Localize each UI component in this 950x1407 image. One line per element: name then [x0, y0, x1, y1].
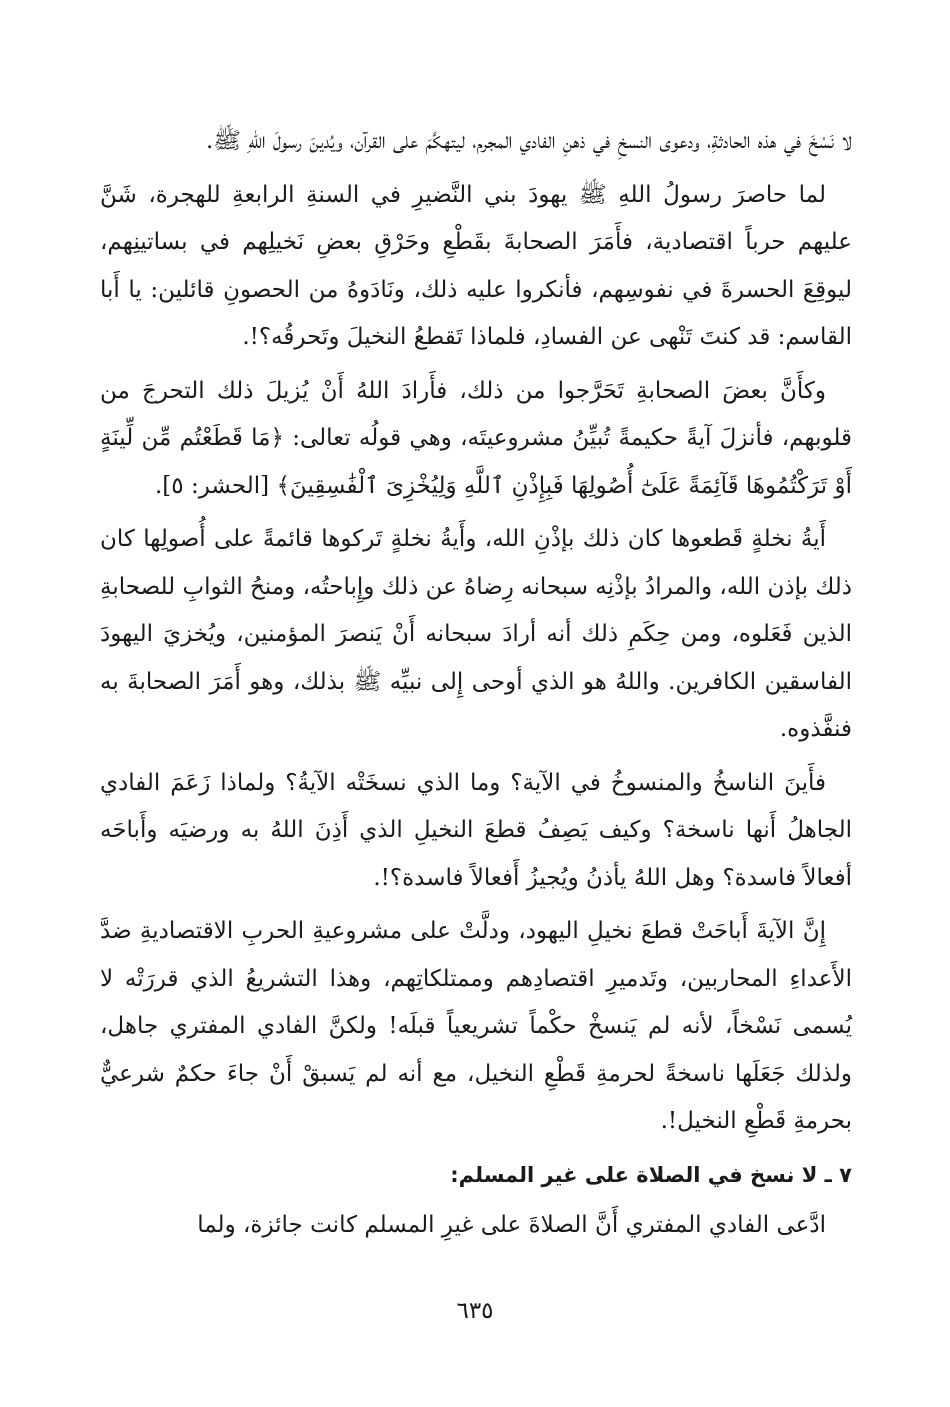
paragraph-2: لما حاصرَ رسولُ اللهِ ﷺ يهودَ بني النَّضيرِ في السنةِ الرابعةِ للهجرة، شَنَّ عليهم حرباً اقتصادية، فأَمَرَ الصحابةَ بقَطْعِ وحَرْقِ بعضِ نَخيلِهم في بساتينِهم، ليوقِعَ الحسرةَ في نفوسِهم، فأنكروا عليه ذلك، ونَادَوهُ من الحصونِ قائلين: يا أَبا القاسم: قد كنتَ تَنْهى عن الفسادِ، فلماذا تَقطعُ النخيلَ وتَحرقُه؟!. [100, 181, 852, 350]
paragraph-6: إِنَّ الآيةَ أَباحَتْ قطعَ نخيلِ اليهود، ودلَّتْ على مشروعيةِ الحربِ الاقتصاديةِ ضدَّ الأَعداءِ المحاربين، وتَدميرِ اقتصادِهم وممتلكاتِهم، وهذا التشريعُ الذي قررَتْه لا يُسمى نَسْخاً، لأنه لم يَنسخْ حكْماً تشريعياً قبلَه! ولكنَّ الفادي المفتري جاهل، ولذلك جَعَلَها ناسخةً لحرمةِ قَطْعِ النخيل، مع أنه لم يَسبقْ أَنْ جاءَ حكمٌ شرعيٌّ بحرمةِ قَطْعِ النخيل!. [100, 918, 852, 1134]
paragraph-5: فأَينَ الناسخُ والمنسوخُ في الآية؟ وما الذي نسخَتْه الآيةُ؟ ولماذا زَعَمَ الفادي الجاهلُ أَنها ناسخة؟ وكيف يَصِفُ قطعَ النخيلِ الذي أَذِنَ اللهُ به ورضيَه وأَباحَه أفعالاً فاسدة؟ وهل اللهُ يأذنُ ويُجيزُ أَفعالاً فاسدة؟!. [100, 769, 852, 891]
page-body [100, 118, 852, 1255]
section-heading: ٧ ـ لا نسخ في الصلاة على غير المسلم: [450, 1162, 852, 1187]
paragraph-3: وكأَنَّ بعضَ الصحابةِ تَحَرَّجوا من ذلك، فأَرادَ اللهُ أَنْ يُزيلَ ذلك التحرجَ من قلوبهم، فأنزلَ آيةً حكيمةً تُبيِّنُ مشروعيتَه، وهي قولُه تعالى: ﴿مَا قَطَعْتُم مِّن لِّينَةٍ أَوْ تَرَكْتُمُوهَا قَآئِمَةً عَلَىٰٓ أُصُولِهَا فَبِإِذْنِ ٱللَّهِ وَلِيُخْزِىَ ٱلْفَٰسِقِينَ﴾ [الحشر: ٥]. [100, 377, 852, 499]
paragraph-4: أَيةُ نخلةٍ قَطعوها كان ذلك بإذْنِ الله، وأَيةُ نخلةٍ تَركوها قائمةً على أُصولِها كان ذلك بإذن الله، والمرادُ بإذْنِه سبحانه رِضاهُ عن ذلك وإِباحتُه، ومنحُ الثوابِ للصحابةِ الذين فَعَلوه، ومن حِكَمِ ذلك أنه أرادَ سبحانه أَنْ يَنصرَ المؤمنين، ويُخزيَ اليهودَ الفاسقين الكافرين. واللهُ هو الذي أوحى إِلى نبيِّه ﷺ بذلك، وهو أَمَرَ الصحابةَ به فنفَّذوه. [100, 526, 852, 742]
page-number: ٦٣٥ [456, 1298, 494, 1324]
paragraph-last: ادَّعى الفادي المفتري أَنَّ الصلاةَ على غيرِ المسلم كانت جائزة، ولما [197, 1211, 826, 1238]
paragraph-1: لا نَسْخَ في هذه الحادثةِ، ودعوى النسخِ في ذهنِ الفادي المجرم، ليتهكَّمَ على القرآن، ويُدينَ رسولَ اللهِ ﷺ. [205, 128, 852, 154]
